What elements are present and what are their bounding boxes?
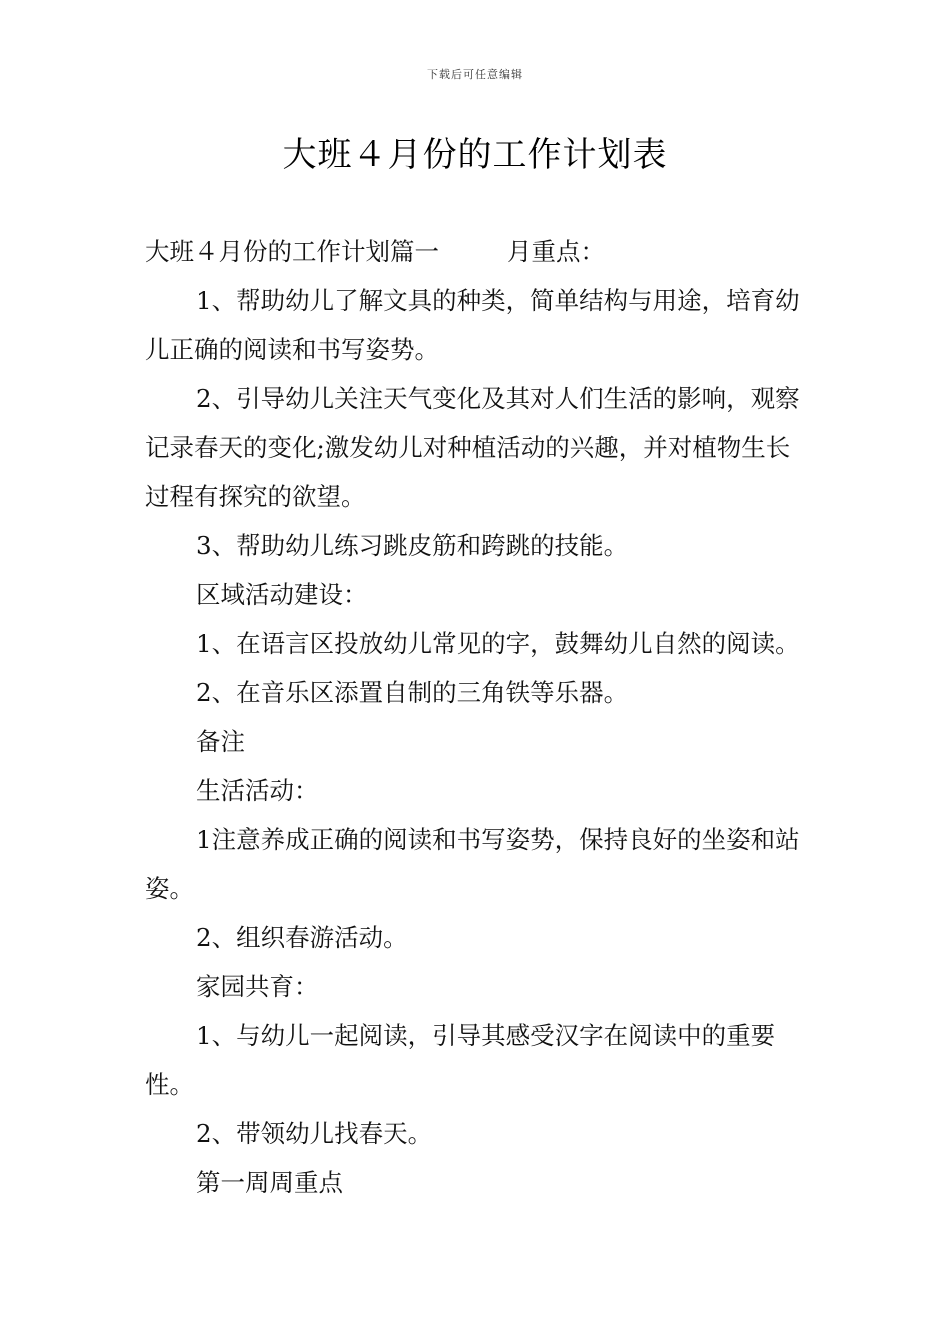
paragraph: 1、与幼儿一起阅读，引导其感受汉字在阅读中的重要性。 bbox=[145, 1021, 776, 1099]
header-note: 下载后可任意编辑 bbox=[427, 68, 523, 81]
paragraph: 2、引导幼儿关注天气变化及其对人们生活的影响，观察记录春天的变化;激发幼儿对种植活动的兴趣，并对植物生长过程有探究的欲望。 bbox=[145, 384, 800, 511]
section-heading: 第一周周重点 bbox=[196, 1168, 343, 1197]
paragraph: 3、帮助幼儿练习跳皮筋和跨跳的技能。 bbox=[196, 531, 629, 560]
section-heading: 区域活动建设： bbox=[196, 580, 368, 609]
intro-heading: 大班４月份的工作计划篇一 bbox=[145, 237, 439, 266]
section-heading: 生活活动： bbox=[196, 776, 319, 805]
intro-subheading: 月重点： bbox=[507, 237, 605, 266]
paragraph: 1、在语言区投放幼儿常见的字，鼓舞幼儿自然的阅读。 bbox=[196, 629, 800, 658]
paragraph: 2、在音乐区添置自制的三角铁等乐器。 bbox=[196, 678, 629, 707]
intro-line bbox=[145, 227, 810, 276]
document-title: 大班４月份的工作计划表 bbox=[282, 135, 668, 175]
paragraph: 2、带领幼儿找春天。 bbox=[196, 1119, 433, 1148]
document-body bbox=[145, 227, 810, 1207]
section-heading: 备注 bbox=[196, 727, 245, 756]
paragraph: 1、帮助幼儿了解文具的种类，简单结构与用途，培育幼儿正确的阅读和书写姿势。 bbox=[145, 286, 800, 364]
section-heading: 家园共育： bbox=[196, 972, 319, 1001]
paragraph: 2、组织春游活动。 bbox=[196, 923, 408, 952]
paragraph: 1注意养成正确的阅读和书写姿势，保持良好的坐姿和站姿。 bbox=[145, 825, 800, 903]
